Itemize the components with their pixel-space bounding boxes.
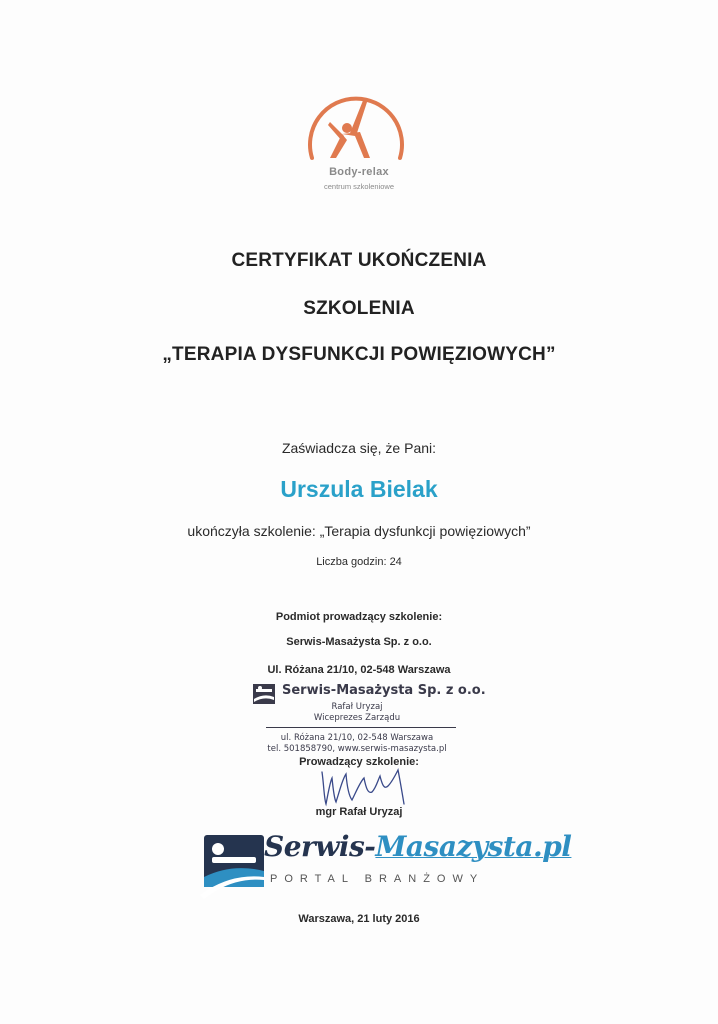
company-stamp <box>252 680 486 760</box>
place-and-date: Warszawa, 21 luty 2016 <box>298 913 420 925</box>
logo-name: Body-relax <box>329 166 389 178</box>
certificate-title-line1: CERTYFIKAT UKOŃCZENIA <box>231 250 487 271</box>
lead-name: mgr Rafał Uryzaj <box>315 806 403 818</box>
massage-portal-logo-icon <box>200 833 264 899</box>
organizer-company: Serwis-Masażysta Sp. z o.o. <box>286 636 432 648</box>
organizer-address: Ul. Różana 21/10, 02-548 Warszawa <box>267 664 451 676</box>
completed-text: ukończyła szkolenie: „Terapia dysfunkcji powięziowych” <box>187 523 531 539</box>
stamp-role: Wiceprezes Zarządu <box>313 713 401 723</box>
stamp-company: Serwis-Masażysta Sp. z o.o. <box>282 683 486 698</box>
organizer-heading: Podmiot prowadzący szkolenie: <box>275 611 443 623</box>
portal-brand-part2: Masazysta.pl <box>375 830 572 863</box>
stamp-contact: tel. 501858790, www.serwis-masazysta.pl <box>267 744 447 754</box>
handwritten-signature-icon <box>316 764 426 812</box>
stamp-divider <box>266 727 456 728</box>
attest-text: Zaświadcza się, że Pani: <box>281 440 437 456</box>
portal-brand-name <box>264 830 571 863</box>
hours-text: Liczba godzin: 24 <box>316 556 402 568</box>
portal-brand-part1: Serwis- <box>264 830 376 863</box>
certificate-title-line2: SZKOLENIA <box>303 298 415 319</box>
stamp-address: ul. Różana 21/10, 02-548 Warszawa <box>280 733 434 743</box>
portal-tagline: PORTAL BRANŻOWY <box>270 873 485 885</box>
recipient-name: Urszula Bielak <box>280 476 438 502</box>
logo-subtitle: centrum szkoleniowe <box>323 182 395 191</box>
certificate-title-line3: „TERAPIA DYSFUNKCJI POWIĘZIOWYCH” <box>162 344 556 365</box>
stamp-person: Rafał Uryzaj <box>331 702 383 712</box>
lead-heading: Prowadzący szkolenie: <box>299 756 419 768</box>
